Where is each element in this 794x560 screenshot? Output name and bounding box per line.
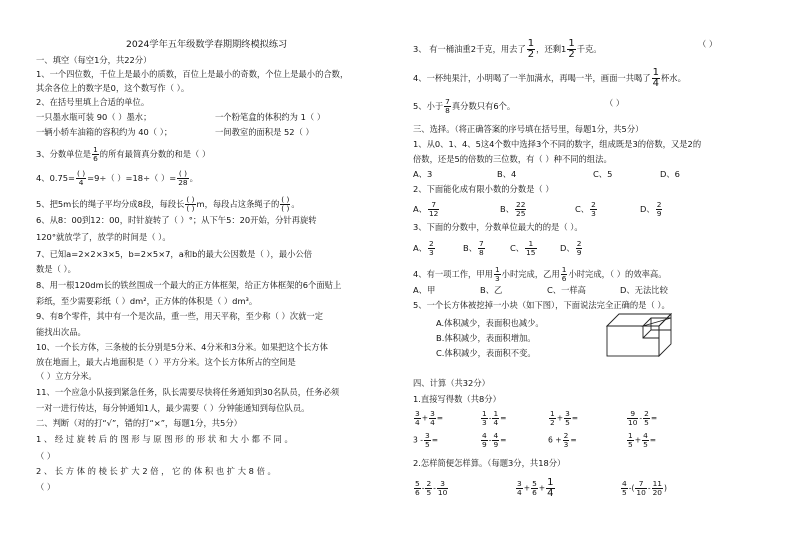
calc-3-3: [620, 480, 667, 497]
calc-3-1-frac-b: [425, 480, 432, 497]
j3-text-a: 3、 有一桶油重2千克，用去了: [413, 44, 526, 54]
choice-1-line-1: 1、从0、1、4、5这4个数中选择3个不同的数字，组成既是3的倍数，又是2的: [413, 139, 702, 149]
calc-3-1-an: 5: [415, 479, 420, 488]
choice-5-line: 5、一个长方体被挖掉一小块（如下图），下面说法完全正确的是（ ）。: [413, 300, 670, 310]
calc-3-2-frac-b: [531, 480, 538, 497]
calc-3-2-bn: 5: [532, 479, 537, 488]
c2-c-fraction: [590, 201, 597, 218]
choice-1-option-c: C、5: [593, 169, 613, 179]
calc-2-3-frac: [563, 432, 570, 449]
c3-d-den: 9: [576, 248, 582, 257]
j4-text-a: 4、一杯纯果汁，小明喝了一半加满水，再喝一半，画面一共喝了: [413, 73, 651, 83]
q4-denominator-2: 28: [178, 178, 188, 187]
calc-2-4-an: 1: [628, 431, 633, 440]
c3-d-label: D、: [560, 243, 575, 253]
c2-a-label: A、: [413, 204, 427, 214]
choice-1-option-d: D、6: [660, 169, 680, 179]
calc-3-3-op2: -: [647, 483, 651, 493]
choice-2-option-a: [413, 201, 440, 218]
calc-3-2-frac-c: [546, 478, 554, 499]
j3-paren: （ ）: [698, 39, 718, 49]
c3-b-fraction: [478, 240, 485, 257]
calc-1-1-an: 3: [415, 409, 420, 418]
c3-c-label: C、: [510, 243, 525, 253]
choice-4-option-a: A、甲: [413, 285, 436, 295]
calc-1-3-frac-b: [564, 410, 571, 427]
calc-2-4-bd: 5: [643, 440, 648, 449]
j3-text-b: ，还剩1: [536, 44, 567, 54]
calc-2-3-eq: =: [570, 435, 577, 445]
c2-d-den: 9: [656, 209, 662, 218]
q4-numerator-2: ( ): [178, 169, 187, 178]
cuboid-front: [607, 326, 659, 356]
c4-den-1: 3: [494, 274, 500, 283]
q5-fraction-1: [185, 196, 195, 213]
c4-num-2: 1: [561, 265, 567, 274]
calc-1-3-bd: 5: [565, 418, 570, 427]
c4-fraction-2: [561, 266, 568, 283]
choice-2-option-d: [640, 201, 663, 218]
calc-2-4-frac-b: [642, 432, 649, 449]
calc-1-4-eq: =: [650, 413, 658, 423]
choice-1-option-b: B、4: [497, 169, 517, 179]
calc-2-2-frac-b: [492, 432, 499, 449]
calc-2-4-ad: 5: [628, 440, 633, 449]
calc-2-2: [480, 432, 507, 449]
calc-3-3-frac-c: [652, 480, 663, 497]
choice-5-option-c: C.体积减少，表面积不变。: [436, 348, 536, 358]
q4-numerator-1: ( ): [77, 169, 86, 178]
calc-1-3-bn: 3: [565, 409, 570, 418]
c4-text-c: 小时完成，（ ）的效率高。: [568, 269, 667, 279]
c2-b-fraction: [515, 201, 526, 218]
c2-b-label: B、: [500, 204, 514, 214]
calc-2-2-ad: 9: [482, 440, 487, 449]
q8-line-1: 8、用一根120dm长的铁丝围成一个最大的正方体框架，给正方体框架的6个面贴上: [36, 280, 342, 290]
q2-line: 2、在括号里填上合适的单位。: [36, 97, 150, 107]
calc-3-2-ad: 4: [517, 488, 522, 497]
calc-1-2-bd: 4: [493, 418, 499, 427]
calc-1-2: [480, 410, 507, 427]
calc-1-1-frac-b: [429, 410, 436, 427]
j4-fraction: [652, 68, 660, 89]
q7-line-2: 数是（ ）。: [36, 264, 76, 274]
calc-1-1-eq: =: [436, 413, 444, 423]
page-title: 2024学年五年级数学春期期终模拟练习: [126, 39, 288, 50]
calc-1-3-an: 1: [550, 409, 555, 418]
q1-line-2: 其余各位上的数字是0，这个数写作（ ）。: [36, 83, 190, 93]
c2-c-label: C、: [575, 204, 590, 214]
choice-3-line: 3、下面的分数中，分数单位最大的的是（ ）。: [413, 222, 583, 232]
c4-text-b: 小时完成，乙用: [501, 269, 560, 279]
calc-3-3-an: 4: [622, 479, 627, 488]
q3-numerator: 1: [93, 145, 98, 154]
q4-denominator-1: 4: [78, 178, 84, 187]
c3-d-fraction: [576, 240, 583, 257]
calc-1-3-op: +: [556, 413, 564, 423]
calc-1-4-bd: 5: [644, 418, 649, 427]
c2-c-den: 3: [591, 209, 596, 218]
q5-denominator-1: ( ): [186, 204, 195, 213]
calc-1-1-bd: 4: [430, 418, 435, 427]
q10-line-3: （ ）立方分米。: [36, 371, 97, 381]
calc-3-3-ad: 5: [622, 488, 627, 497]
q8-line-2: 彩纸，至少需要彩纸（ ）dm²，正方体的体积是（ ）dm³。: [36, 296, 258, 306]
calc-1-4-op: -: [639, 413, 643, 423]
calc-2-3-n: 2: [563, 431, 569, 440]
j3-fraction-1: [527, 39, 535, 60]
c2-a-den: 12: [428, 209, 439, 218]
calc-3-1-op1: -: [421, 483, 425, 493]
calc-3-1-ad: 6: [415, 488, 420, 497]
cuboid-side: [659, 314, 671, 356]
q5-line: [36, 196, 300, 213]
calc-1-4: [626, 410, 657, 427]
calc-2-3-d: 3: [563, 440, 569, 449]
choice-3-option-d: [560, 240, 583, 257]
c3-b-den: 8: [479, 248, 484, 257]
c2-c-num: 2: [591, 200, 596, 209]
q2-item-a1: 一只墨水瓶可装 90（ ）墨水；: [36, 112, 152, 122]
sub-section-1-heading: 1.直接写得数（共8分）: [413, 394, 501, 404]
q6-line-2: 120°就放学了，放学的时间是（ ）。: [36, 232, 171, 242]
calc-3-1-bn: 2: [426, 479, 432, 488]
judge-4-line: [413, 68, 686, 89]
calc-3-1-op2: -: [433, 483, 436, 493]
q10-line-1: 10、一个长方体，三条棱的长分别是5分米、4分米和3分米。如果把这个长方体: [36, 342, 328, 352]
choice-3-option-a: [413, 240, 436, 257]
calc-2-4-bn: 4: [643, 431, 648, 440]
calc-2-3: [548, 432, 577, 449]
judge-5-line: [413, 98, 515, 115]
calc-3-3-frac-b: [635, 480, 646, 497]
calc-3-2-bd: 6: [532, 488, 537, 497]
calc-3-3-bn: 7: [635, 480, 646, 489]
calc-1-4-an: 9: [627, 410, 638, 419]
calc-3-1: [413, 480, 449, 497]
q5-numerator-2: ( ): [281, 195, 290, 204]
q7-line-1: 7、已知a=2×2×3×5，b=2×5×7，a和b的最大公因数是（ ），最小公倍: [36, 249, 313, 259]
calc-2-2-an: 4: [482, 431, 487, 440]
j3-denominator-2: 2: [568, 49, 575, 60]
q5-fraction-2: [280, 196, 290, 213]
c3-a-den: 3: [428, 248, 434, 257]
section-1-heading: 一、填空（每空1分，共22分）: [36, 55, 152, 65]
j5-denominator: 8: [445, 106, 450, 115]
c2-b-den: 25: [516, 209, 526, 218]
calc-3-3-frac-a: [621, 480, 628, 497]
calc-1-4-ad: 10: [628, 418, 638, 427]
calc-3-1-cn: 3: [437, 480, 448, 489]
c3-c-num: 1: [525, 240, 536, 249]
c2-d-num: 2: [656, 200, 662, 209]
calc-1-1-frac-a: [414, 410, 421, 427]
calc-3-3-op1: -(: [628, 483, 635, 493]
judge-3-line: [413, 39, 602, 60]
choice-2-option-b: [500, 201, 527, 218]
c4-den-2: 6: [561, 274, 567, 283]
calc-2-4-frac-a: [627, 432, 634, 449]
calc-2-1-a: 3 -: [413, 435, 423, 445]
calc-3-2-op1: +: [523, 483, 531, 493]
section-3-heading: 三、选择。（将正确答案的序号填在括号里，每题1分，共5分）: [413, 124, 644, 134]
calc-3-3-bd: 10: [636, 488, 646, 497]
choice-2-line: 2、下面能化成有限小数的分数是（ ）: [413, 184, 554, 194]
j4-text-b: 杯水。: [660, 73, 686, 83]
calc-3-1-bd: 5: [426, 488, 432, 497]
judge-1-paren: （ ）: [36, 451, 56, 461]
calc-1-1-op: +: [421, 413, 429, 423]
q6-line-1: 6、从8：00到12：00，时针旋转了（ ）°；从下午5：20开始，分针再旋转: [36, 215, 317, 225]
calc-2-2-bn: 4: [493, 431, 499, 440]
calc-1-2-frac-b: [492, 410, 499, 427]
calc-1-1-bn: 3: [430, 409, 435, 418]
calc-1-2-frac-a: [481, 410, 488, 427]
section-4-heading: 四、计算（共32分）: [413, 378, 490, 388]
j5-fraction: [444, 98, 451, 115]
c2-a-num: 7: [428, 201, 439, 210]
q3-line: [36, 146, 210, 163]
q4-fraction-2: [177, 170, 188, 187]
calc-2-4: [626, 432, 656, 449]
c2-a-fraction: [428, 201, 439, 218]
q3-denominator: 6: [93, 154, 98, 163]
choice-4-option-c: C、一样高: [547, 285, 586, 295]
calc-1-2-bn: 1: [493, 409, 499, 418]
choice-5-option-a: A.体积减少，表面积也减少。: [436, 318, 544, 328]
c3-c-den: 15: [526, 248, 536, 257]
calc-3-2-frac-a: [516, 480, 523, 497]
q11-line-1: 11、一个应急小队接到紧急任务，队长需要尽快将任务通知到30名队员，任务必须: [36, 387, 340, 397]
c3-a-label: A、: [413, 243, 427, 253]
calc-3-2-an: 3: [517, 479, 522, 488]
calc-2-2-bd: 9: [493, 440, 499, 449]
calc-3-1-frac-a: [414, 480, 421, 497]
c3-c-fraction: [525, 240, 536, 257]
calc-1-2-ad: 3: [482, 418, 487, 427]
calc-3-3-close: ): [663, 483, 667, 493]
choice-4-option-d: D、无法比较: [620, 285, 668, 295]
calc-2-1-frac: [424, 432, 431, 449]
q2-item-b2: 一间教室的面积是 52（ ）: [215, 127, 314, 137]
c3-a-fraction: [428, 240, 435, 257]
c4-num-1: 1: [494, 265, 500, 274]
j3-fraction-2: [567, 39, 575, 60]
choice-3-option-b: [463, 240, 486, 257]
c2-d-fraction: [656, 201, 663, 218]
c3-b-num: 7: [479, 239, 484, 248]
calc-1-3-frac-a: [549, 410, 556, 427]
q3-text-a: 3、分数单位是: [36, 149, 92, 159]
q5-denominator-2: ( ): [281, 204, 290, 213]
calc-2-2-eq: =: [500, 435, 507, 445]
c4-fraction-1: [494, 266, 501, 283]
q9-line-1: 9、有8个零件，其中有一个是次品，重一些，用天平称，至少称（ ）次就一定: [36, 311, 323, 321]
c2-b-num: 22: [516, 200, 526, 209]
j3-numerator-2: 1: [568, 38, 575, 49]
q4-line: [36, 170, 198, 187]
calc-2-2-frac-a: [481, 432, 488, 449]
calc-1-3: [548, 410, 578, 427]
calc-1-2-an: 1: [482, 409, 487, 418]
j5-text-b: 真分数只有6个。: [451, 101, 516, 111]
j3-denominator-1: 2: [527, 49, 535, 60]
q3-text-b: 的所有最简真分数的和是（ ）: [99, 149, 211, 159]
calc-1-4-frac-a: [627, 410, 638, 427]
judge-2-text: 2 、 长 方 体 的 棱 长 扩 大 2 倍 ， 它 的 体 积 也 扩 大 8 倍 。: [36, 466, 276, 476]
q1-line-1: 1、一个四位数，千位上是最小的质数，百位上是最小的奇数，个位上是最小的合数，: [36, 69, 349, 79]
calc-2-4-op: +: [634, 435, 642, 445]
choice-2-option-c: [575, 201, 598, 218]
cutout-inner: [643, 318, 651, 338]
c2-d-label: D、: [640, 204, 655, 214]
calc-3-2-cn: 1: [547, 477, 554, 488]
q3-fraction: [92, 146, 99, 163]
q10-line-2: 放在地面上，最大占地面积是（ ）平方分米。这个长方体所占的空间是: [36, 357, 296, 367]
calc-2-4-eq: =: [649, 435, 657, 445]
c3-b-label: B、: [463, 243, 477, 253]
calc-3-1-frac-c: [437, 480, 448, 497]
q4-text-a: 4、0.75=: [36, 173, 76, 183]
calc-2-1: [413, 432, 438, 449]
j3-text-c: 千克。: [576, 44, 602, 54]
calc-2-1-n: 3: [425, 431, 430, 440]
q5-text-b: m，每段占这条绳子的: [196, 199, 280, 209]
calc-1-1-ad: 4: [415, 418, 420, 427]
j5-numerator: 7: [445, 97, 450, 106]
calc-3-1-cd: 10: [437, 488, 448, 497]
calc-2-1-d: 5: [425, 440, 430, 449]
calc-3-2: [515, 478, 556, 499]
q4-text-b: =9÷（ ）=18÷（ ）=: [87, 173, 177, 183]
calc-1-2-eq: =: [500, 413, 507, 423]
choice-4-line: [413, 266, 667, 283]
calc-1-4-bn: 2: [644, 409, 649, 418]
calc-3-3-cn: 11: [652, 479, 662, 488]
calc-2-1-eq: =: [431, 435, 439, 445]
q2-item-b1: 一辆小轿车油箱的容积约为 40（ ）；: [36, 127, 173, 137]
q11-line-2: 一对一进行传达，每分钟通知1人，最少需要（ ）分钟能通知到每位队员。: [36, 403, 310, 413]
q2-item-a2: 一个粉笔盒的体积约为 1（ ）: [215, 112, 326, 122]
j5-paren: （ ）: [605, 98, 625, 108]
c3-d-num: 2: [576, 239, 582, 248]
j4-denominator: 4: [652, 78, 659, 89]
q9-line-2: 能找出次品。: [36, 327, 86, 337]
c3-a-num: 2: [428, 239, 434, 248]
calc-2-3-a: 6 +: [548, 435, 562, 445]
calc-1-4-frac-b: [643, 410, 650, 427]
judge-2-paren: （ ）: [36, 482, 56, 492]
cuboid-figure: [605, 312, 675, 358]
choice-1-option-a: A、3: [413, 169, 433, 179]
q4-text-c: 。: [189, 173, 198, 183]
sub-section-2-heading: 2.怎样简便怎样算。（每题3分，共18分）: [413, 458, 566, 468]
calc-3-3-cd: 20: [652, 488, 662, 497]
choice-5-option-b: B.体积减少，表面积增加。: [436, 333, 536, 343]
calc-1-2-op: -: [488, 413, 492, 423]
j4-numerator: 1: [652, 67, 659, 78]
q5-numerator-1: ( ): [186, 195, 195, 204]
cutout-top: [643, 318, 671, 326]
calc-3-2-cd: 4: [547, 488, 554, 499]
choice-3-option-c: [510, 240, 538, 257]
calc-1-1: [413, 410, 443, 427]
judge-1-text: 1 、 经 过 旋 转 后 的 图 形 与 原 图 形 的 形 状 和 大 小 都 不 同 。: [36, 434, 293, 444]
j3-numerator-1: 1: [527, 38, 535, 49]
q4-fraction-1: [76, 170, 86, 187]
section-2-heading: 二、判断（对的打“√”，错的打“×”，每题1分，共5分）: [36, 418, 242, 428]
calc-1-3-ad: 2: [550, 418, 555, 427]
calc-2-2-op: -: [488, 435, 492, 445]
choice-1-line-2: 倍数，还是5的倍数的三位数，有（ ）种不同的组法。: [413, 154, 612, 164]
c4-text-a: 4、有一项工作，甲用: [413, 269, 493, 279]
choice-4-option-b: B、乙: [480, 285, 503, 295]
j5-text-a: 5、小于: [413, 101, 444, 111]
calc-1-3-eq: =: [571, 413, 579, 423]
q5-text-a: 5、把5m长的绳子平均分成8段，每段长: [36, 199, 185, 209]
q5-text-c: 。: [291, 199, 300, 209]
calc-3-2-op2: +: [538, 483, 546, 493]
